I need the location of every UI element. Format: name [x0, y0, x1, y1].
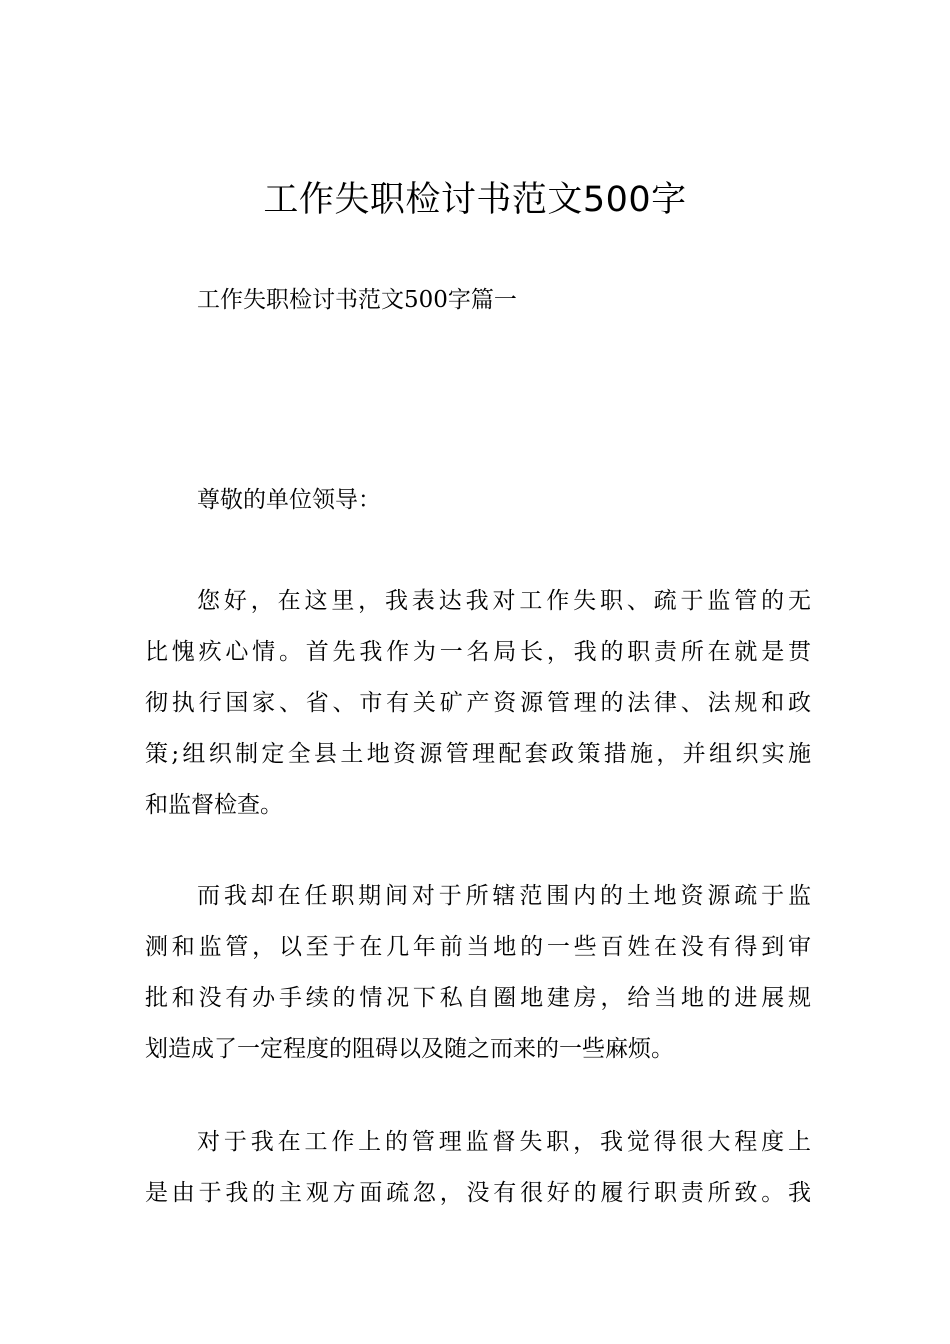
paragraph-line: 策;组织制定全县土地资源管理配套政策措施，并组织实施 [145, 741, 811, 767]
paragraph-line: 您好，在这里，我表达我对工作失职、疏于监管的无 [197, 588, 811, 614]
paragraph-line: 而我却在任职期间对于所辖范围内的土地资源疏于监 [197, 883, 811, 909]
paragraph-line: 对于我在工作上的管理监督失职，我觉得很大程度上 [197, 1129, 811, 1155]
paragraph-1 [145, 576, 811, 831]
paragraph-2 [145, 871, 811, 1075]
paragraph-line: 彻执行国家、省、市有关矿产资源管理的法律、法规和政 [145, 690, 811, 716]
paragraph-line: 划造成了一定程度的阻碍以及随之而来的一些麻烦。 [145, 1036, 674, 1062]
paragraph-line: 测和监管，以至于在几年前当地的一些百姓在没有得到审 [145, 934, 811, 960]
salutation: 尊敬的单位领导： [197, 487, 381, 513]
paragraph-line: 比愧疚心情。首先我作为一名局长，我的职责所在就是贯 [145, 639, 811, 665]
paragraph-line: 批和没有办手续的情况下私自圈地建房，给当地的进展规 [145, 985, 811, 1011]
paragraph-line: 和监督检查。 [145, 792, 283, 818]
paragraph-3 [145, 1117, 811, 1219]
paragraph-line: 是由于我的主观方面疏忽，没有很好的履行职责所致。我 [145, 1180, 811, 1206]
document-title: 工作失职检讨书范文500字 [263, 180, 687, 220]
document-subtitle: 工作失职检讨书范文500字篇一 [197, 287, 517, 313]
